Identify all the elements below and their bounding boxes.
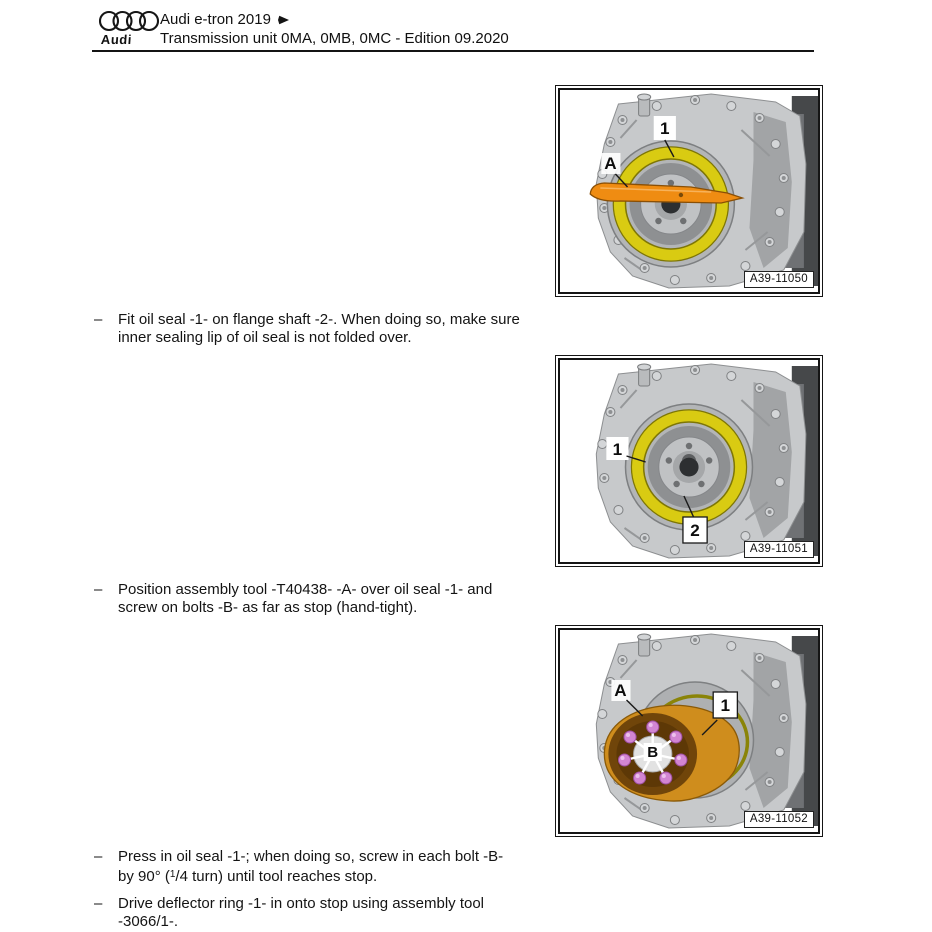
instruction-text: Drive deflector ring -1- in onto stop using assembly tool -3066/1-. — [118, 895, 485, 930]
header-model-line — [160, 10, 290, 29]
instruction-text: Position assembly tool -T40438- -A- over oil seal -1- and screw on bolts -B- as far as stop (hand-tight). — [118, 581, 493, 616]
instruction-fit-oil-seal — [94, 311, 544, 346]
callout-tool-A: A — [614, 681, 627, 700]
bullet-dash: – — [94, 895, 103, 912]
transmission-illustration-3 — [560, 630, 818, 832]
instruction-drive-deflector-ring — [94, 895, 544, 930]
figure-assembly-tool-mounted — [555, 625, 823, 837]
callout-oil-seal-1: 1 — [612, 440, 623, 459]
callout-oil-seal-1: 1 — [720, 696, 731, 715]
model-line-text: Audi e-tron 2019 — [160, 11, 271, 28]
callout-flange-shaft-2: 2 — [690, 521, 700, 540]
instruction-press-in-seal — [94, 848, 544, 885]
figure-oil-seal-fitting — [555, 85, 823, 297]
callout-oil-seal-1: 1 — [660, 119, 670, 138]
bullet-dash: – — [94, 311, 103, 328]
model-year-arrow-icon — [278, 14, 290, 26]
callout-tool-A: A — [604, 154, 617, 173]
figure-code-2: A39-11051 — [744, 541, 814, 558]
instruction-text: Fit oil seal -1- on flange shaft -2-. When doing so, make sure inner sealing lip of oil seal is not folded over. — [118, 311, 520, 346]
figure-code-1: A39-11050 — [744, 271, 814, 288]
audi-rings-icon — [99, 9, 159, 33]
transmission-illustration-1 — [560, 90, 818, 292]
transmission-illustration-2 — [560, 360, 818, 562]
header-rule — [92, 50, 814, 52]
header-subtitle: Transmission unit 0MA, 0MB, 0MC - Edition 09.2020 — [160, 30, 509, 47]
audi-wordmark: Audi — [100, 32, 133, 47]
callout-bolts-B: B — [647, 744, 659, 761]
instruction-position-tool — [94, 581, 544, 616]
figure-seal-and-flange — [555, 355, 823, 567]
bullet-dash: – — [94, 848, 103, 865]
instruction-text: Press in oil seal -1-; when doing so, screw in each bolt -B- by 90° ($^1$/4 turn) until tool reaches stop. — [118, 848, 504, 885]
figure-code-3: A39-11052 — [744, 811, 814, 828]
bullet-dash: – — [94, 581, 103, 598]
